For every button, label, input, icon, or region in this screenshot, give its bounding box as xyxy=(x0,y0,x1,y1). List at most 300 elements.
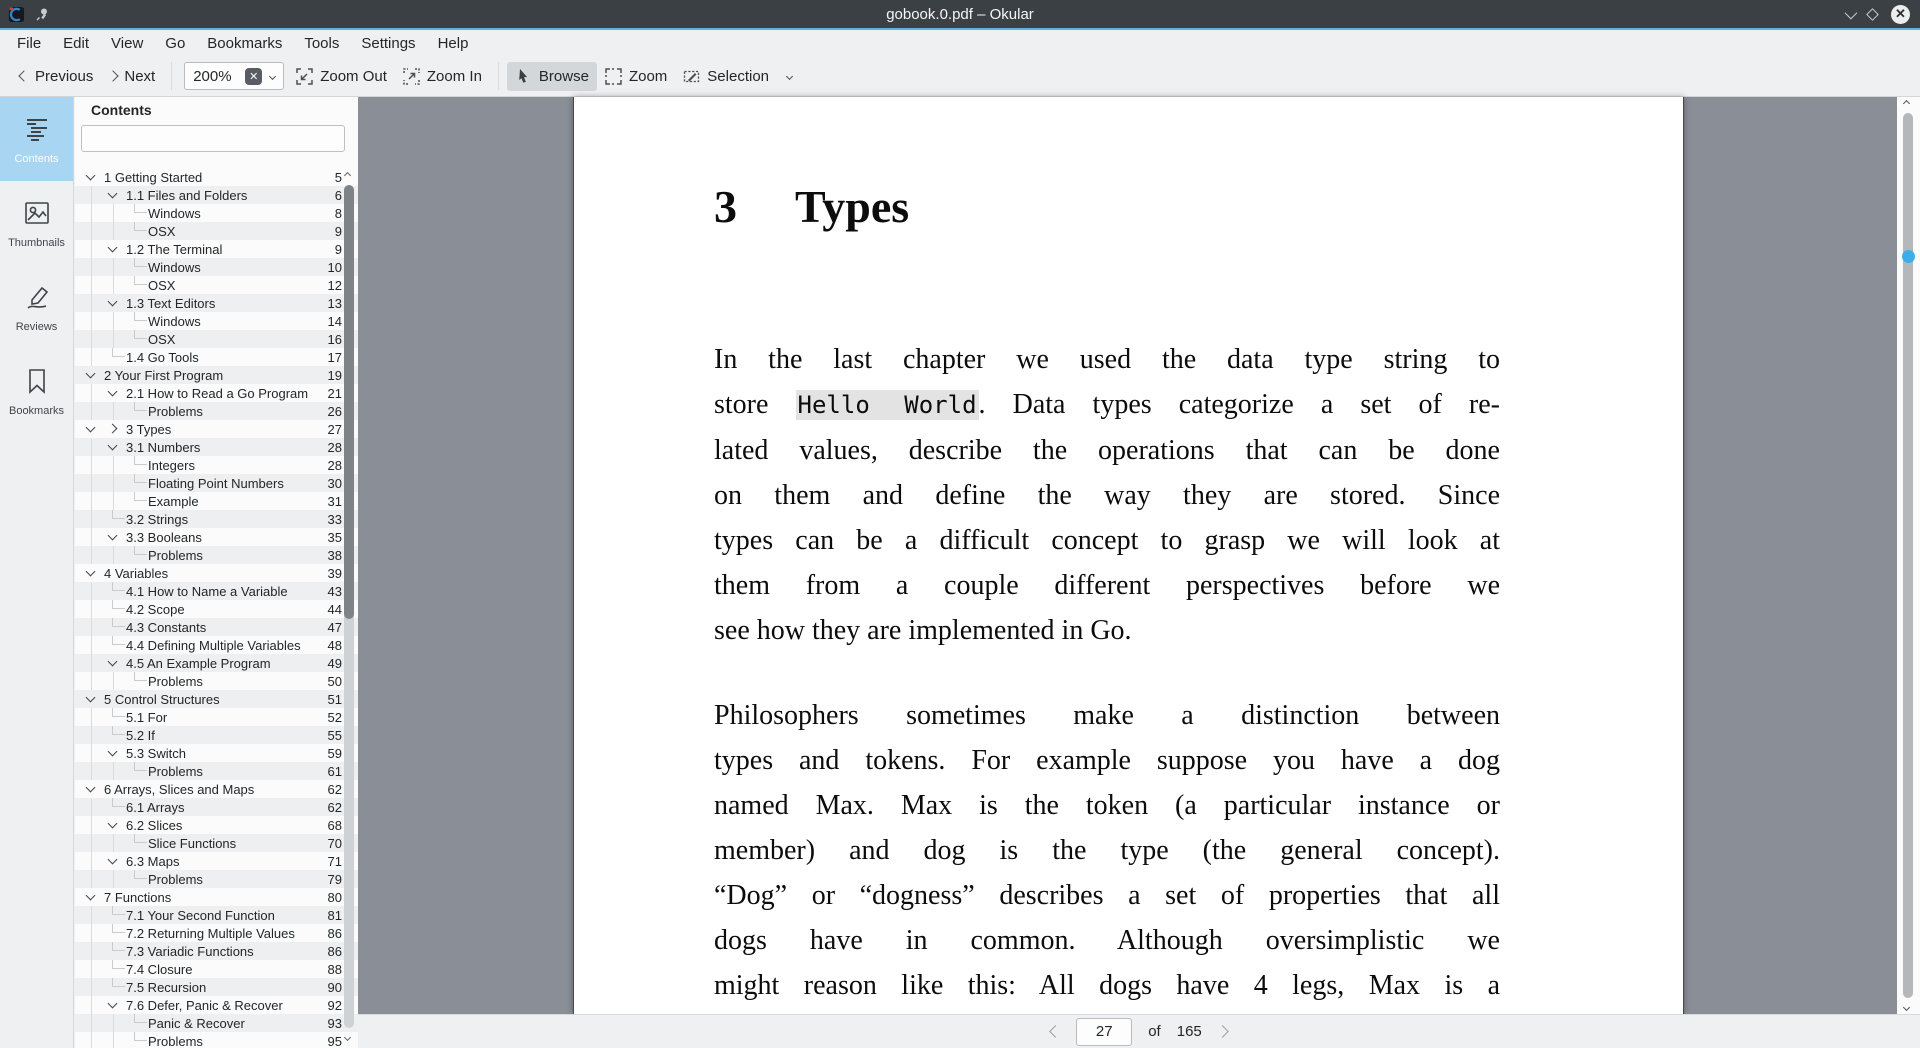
toc-entry-page-number: 86 xyxy=(327,943,342,959)
toc-entry-label: 1.3 Text Editors xyxy=(126,295,216,311)
zoom-tool-label: Zoom xyxy=(628,67,668,85)
document-scrollbar[interactable] xyxy=(1897,97,1920,1014)
previous-label: Previous xyxy=(35,67,94,85)
text-line: dogs have in common. Although oversimplistic we xyxy=(714,925,1500,956)
toc-entry-page-number: 52 xyxy=(327,709,342,725)
tree-guide-line xyxy=(113,672,114,690)
toc-entry-page-number: 79 xyxy=(327,871,342,887)
expander-chevron-down-icon[interactable] xyxy=(86,693,96,703)
toc-entry-label: 3.3 Booleans xyxy=(126,529,202,545)
chapter-title: Types xyxy=(795,181,910,232)
toc-entry-page-number: 48 xyxy=(327,637,342,653)
toc-entry-page-number: 16 xyxy=(327,331,342,347)
chapter-heading xyxy=(714,177,1500,237)
tree-guide-line xyxy=(91,384,92,402)
contents-panel-title: Contents xyxy=(91,102,152,118)
tree-corner-line xyxy=(112,978,125,987)
toc-row[interactable] xyxy=(75,906,358,924)
zoom-out-icon xyxy=(296,68,313,85)
tree-guide-line xyxy=(91,582,92,600)
toc-entry-page-number: 5 xyxy=(334,169,342,185)
toc-entry-label: 6.2 Slices xyxy=(126,817,183,833)
menu-help[interactable]: Help xyxy=(437,34,469,52)
toc-entry-label: Example xyxy=(148,493,199,509)
toc-entry-label: 7.4 Closure xyxy=(126,961,193,977)
expander-chevron-down-icon[interactable] xyxy=(108,531,118,541)
tree-guide-line xyxy=(113,204,114,222)
toc-row[interactable] xyxy=(75,564,358,582)
toc-row[interactable] xyxy=(75,222,358,240)
menu-tools[interactable]: Tools xyxy=(304,34,340,52)
chevron-right-icon xyxy=(108,70,119,81)
toc-entry-label: 3 Types xyxy=(126,421,172,437)
tree-corner-line xyxy=(134,1032,147,1041)
toc-entry-label: Problems xyxy=(148,673,203,689)
tree-corner-line xyxy=(112,960,125,969)
toc-entry-page-number: 27 xyxy=(327,421,342,437)
toc-row[interactable] xyxy=(75,690,358,708)
toc-entry-label: OSX xyxy=(148,223,176,239)
toc-entry-page-number: 14 xyxy=(327,313,342,329)
toc-row[interactable] xyxy=(75,888,358,906)
zoom-level-combobox[interactable] xyxy=(184,62,284,90)
toc-row[interactable] xyxy=(75,636,358,654)
zoom-in-button[interactable] xyxy=(395,62,490,91)
mouse-cursor-icon xyxy=(515,68,532,85)
toc-entry-label: 6.3 Maps xyxy=(126,853,180,869)
toolbar-separator xyxy=(498,62,499,90)
sidebar-item-thumbnails[interactable] xyxy=(0,181,73,265)
bookmarks-icon xyxy=(22,366,52,399)
tree-corner-line xyxy=(112,348,125,357)
toc-entry-label: 5.3 Switch xyxy=(126,745,186,761)
toc-row[interactable] xyxy=(75,744,358,762)
toc-entry-label: 7.3 Variadic Functions xyxy=(126,943,254,959)
tree-guide-line xyxy=(113,456,114,474)
toc-row[interactable] xyxy=(75,528,358,546)
toc-entry-label: Slice Functions xyxy=(148,835,237,851)
toc-row[interactable] xyxy=(75,474,358,492)
sidebar-item-label: Reviews xyxy=(15,320,58,333)
toc-row[interactable] xyxy=(75,420,358,438)
tree-corner-line xyxy=(134,762,147,771)
scroll-up-icon[interactable] xyxy=(344,172,351,179)
tree-corner-line xyxy=(134,276,147,285)
tree-corner-line xyxy=(112,600,125,609)
tree-guide-line xyxy=(91,510,92,528)
toc-row[interactable] xyxy=(75,978,358,996)
text-line: lated values, describe the operations that can be done xyxy=(714,435,1500,466)
thumbnails-icon xyxy=(22,198,52,231)
menu-bookmarks[interactable]: Bookmarks xyxy=(207,34,283,52)
toc-entry-label: Problems xyxy=(148,1033,203,1048)
toc-row[interactable] xyxy=(75,330,358,348)
tree-guide-line xyxy=(91,636,92,654)
tree-corner-line xyxy=(112,636,125,645)
toc-entry-label: 5.2 If xyxy=(126,727,155,743)
toc-row[interactable] xyxy=(75,582,358,600)
toc-entry-page-number: 61 xyxy=(327,763,342,779)
toc-row[interactable] xyxy=(75,834,358,852)
toc-row[interactable] xyxy=(75,924,358,942)
toc-entry-label: 5.1 For xyxy=(126,709,168,725)
text-line: see how they are implemented in Go. xyxy=(714,615,1132,646)
contents-panel xyxy=(75,97,358,1048)
toc-entry-label: Floating Point Numbers xyxy=(148,475,284,491)
tree-guide-line xyxy=(91,672,92,690)
toc-row[interactable] xyxy=(75,186,358,204)
toc-entry-page-number: 28 xyxy=(327,439,342,455)
tree-corner-line xyxy=(112,942,125,951)
current-location-chevron-right-icon xyxy=(108,424,118,434)
toc-row[interactable] xyxy=(75,402,358,420)
scrollbar-thumb[interactable] xyxy=(344,185,354,619)
tree-corner-line xyxy=(134,330,147,339)
tree-guide-line xyxy=(91,474,92,492)
toc-entry-page-number: 38 xyxy=(327,547,342,563)
sidebar-item-reviews[interactable] xyxy=(0,265,73,349)
tree-corner-line xyxy=(134,474,147,483)
toc-entry-page-number: 26 xyxy=(327,403,342,419)
tree-guide-line xyxy=(91,816,92,834)
tree-guide-line xyxy=(91,906,92,924)
tree-guide-line xyxy=(91,600,92,618)
selection-tool-button[interactable] xyxy=(675,62,777,91)
toc-row[interactable] xyxy=(75,510,358,528)
tree-guide-line xyxy=(113,1014,114,1032)
toc-row[interactable] xyxy=(75,546,358,564)
toc-entry-page-number: 12 xyxy=(327,277,342,293)
text-line: on them and define the way they are stored. Since xyxy=(714,480,1500,511)
text-line: types and tokens. For example suppose you have a dog xyxy=(714,745,1500,776)
tree-guide-line xyxy=(91,294,92,312)
toc-entry-page-number: 9 xyxy=(334,223,342,239)
tree-guide-line xyxy=(91,834,92,852)
toolbar-separator xyxy=(171,62,172,90)
menu-settings[interactable]: Settings xyxy=(361,34,416,52)
tree-guide-line xyxy=(91,1032,92,1048)
tree-guide-line xyxy=(91,456,92,474)
titlebar[interactable] xyxy=(0,0,1920,28)
menu-view[interactable]: View xyxy=(111,34,144,52)
toc-entry-page-number: 86 xyxy=(327,925,342,941)
tree-corner-line xyxy=(134,204,147,213)
toc-row[interactable] xyxy=(75,456,358,474)
expander-chevron-down-icon[interactable] xyxy=(108,297,118,307)
next-label: Next xyxy=(124,67,156,85)
toc-row[interactable] xyxy=(75,600,358,618)
tree-guide-line xyxy=(113,312,114,330)
browse-label: Browse xyxy=(538,67,589,85)
expander-chevron-down-icon[interactable] xyxy=(86,171,96,181)
toc-entry-page-number: 93 xyxy=(327,1015,342,1031)
tree-guide-line xyxy=(113,492,114,510)
toc-row[interactable] xyxy=(75,816,358,834)
tree-guide-line xyxy=(91,762,92,780)
toc-entry-label: 4.4 Defining Multiple Variables xyxy=(126,637,301,653)
toc-row[interactable] xyxy=(75,672,358,690)
scroll-up-icon[interactable] xyxy=(1903,100,1910,107)
toc-row[interactable] xyxy=(75,168,358,186)
expander-chevron-down-icon[interactable] xyxy=(108,243,118,253)
menu-edit[interactable]: Edit xyxy=(63,34,90,52)
expander-chevron-down-icon[interactable] xyxy=(86,891,96,901)
toc-entry-label: 7.1 Your Second Function xyxy=(126,907,275,923)
toc-entry-label: Panic & Recover xyxy=(148,1015,245,1031)
text-line: types can be a difficult concept to grasp we will look at xyxy=(714,525,1500,556)
toc-entry-label: Windows xyxy=(148,259,201,275)
zoom-out-label: Zoom Out xyxy=(320,67,387,85)
expander-chevron-down-icon[interactable] xyxy=(86,783,96,793)
maximize-button[interactable] xyxy=(1866,8,1879,21)
toc-entry-page-number: 9 xyxy=(334,241,342,257)
document-view[interactable] xyxy=(358,97,1920,1014)
toc-entry-label: Problems xyxy=(148,403,203,419)
expander-chevron-down-icon[interactable] xyxy=(108,441,118,451)
toc-entry-page-number: 49 xyxy=(327,655,342,671)
toc-entry-page-number: 39 xyxy=(327,565,342,581)
contents-scrollbar[interactable] xyxy=(343,171,355,1042)
tree-corner-line xyxy=(112,924,125,933)
toc-row[interactable] xyxy=(75,240,358,258)
tree-guide-line xyxy=(91,726,92,744)
tree-guide-line xyxy=(91,1014,92,1032)
toc-row[interactable] xyxy=(75,870,358,888)
tree-corner-line xyxy=(134,456,147,465)
sidebar-item-contents[interactable] xyxy=(0,97,73,181)
tree-guide-line xyxy=(91,330,92,348)
tree-guide-line xyxy=(91,240,92,258)
toc-row[interactable] xyxy=(75,348,358,366)
tree-guide-line xyxy=(91,852,92,870)
of-label: of xyxy=(1148,1023,1161,1040)
toc-row[interactable] xyxy=(75,294,358,312)
toc-entry-page-number: 50 xyxy=(327,673,342,689)
close-button[interactable]: ✕ xyxy=(1891,5,1910,24)
expander-chevron-down-icon[interactable] xyxy=(108,999,118,1009)
next-button[interactable] xyxy=(101,62,163,91)
selection-icon xyxy=(683,68,700,85)
tree-corner-line xyxy=(112,798,125,807)
tree-corner-line xyxy=(134,672,147,681)
toc-entry-label: 7.6 Defer, Panic & Recover xyxy=(126,997,283,1013)
toolbar-overflow-chevron-icon[interactable] xyxy=(786,72,793,79)
toc-row[interactable] xyxy=(75,726,358,744)
tree-guide-line xyxy=(91,960,92,978)
toc-entry-label: 2.1 How to Read a Go Program xyxy=(126,385,309,401)
toc-entry-page-number: 19 xyxy=(327,367,342,383)
toc-row[interactable] xyxy=(75,312,358,330)
expander-chevron-down-icon[interactable] xyxy=(108,387,118,397)
current-page-input[interactable] xyxy=(1076,1018,1132,1046)
zoom-level-value: 200% xyxy=(193,67,232,85)
toc-entry-label: 5 Control Structures xyxy=(104,691,220,707)
paragraph xyxy=(714,693,1500,1014)
toc-row[interactable] xyxy=(75,654,358,672)
toc-entry-page-number: 88 xyxy=(327,961,342,977)
previous-page-icon[interactable] xyxy=(1049,1025,1062,1038)
toolbar xyxy=(0,56,1920,97)
toc-entry-page-number: 6 xyxy=(334,187,342,203)
tree-corner-line xyxy=(112,708,125,717)
toc-entry-label: 7 Functions xyxy=(104,889,172,905)
minimize-button[interactable] xyxy=(1845,6,1858,19)
menu-go[interactable]: Go xyxy=(165,34,186,52)
tree-guide-line xyxy=(91,942,92,960)
tree-guide-line xyxy=(91,546,92,564)
toc-entry-page-number: 55 xyxy=(327,727,342,743)
text-line: named Max. Max is the token (a particular instance or xyxy=(714,790,1500,821)
tree-corner-line xyxy=(134,258,147,267)
clear-icon[interactable]: ✕ xyxy=(245,68,262,85)
document-paragraphs xyxy=(714,337,1500,1014)
text-line: might reason like this: All dogs have 4 legs, Max is a xyxy=(714,970,1500,1001)
menu-file[interactable]: File xyxy=(17,34,42,52)
total-pages: 165 xyxy=(1176,1023,1202,1040)
chevron-left-icon xyxy=(18,70,29,81)
toc-row[interactable] xyxy=(75,366,358,384)
toc-row[interactable] xyxy=(75,780,358,798)
text-line: them from a couple different perspectives before we xyxy=(714,570,1500,601)
menu-bar xyxy=(0,30,1920,56)
tree-guide-line xyxy=(113,762,114,780)
tree-guide-line xyxy=(91,528,92,546)
tree-guide-line xyxy=(91,186,92,204)
text-line: “Dog” or “dogness” describes a set of properties that all xyxy=(714,880,1500,911)
tree-guide-line xyxy=(113,1032,114,1048)
toc-row[interactable] xyxy=(75,1014,358,1032)
toc-entry-page-number: 28 xyxy=(327,457,342,473)
tree-corner-line xyxy=(134,870,147,879)
tree-guide-line xyxy=(113,402,114,420)
browse-tool-button[interactable] xyxy=(507,62,597,91)
tree-guide-line xyxy=(91,492,92,510)
toc-entry-label: 4 Variables xyxy=(104,565,169,581)
expander-chevron-down-icon[interactable] xyxy=(108,819,118,829)
contents-icon xyxy=(22,114,52,147)
tree-guide-line xyxy=(91,618,92,636)
tree-guide-line xyxy=(91,870,92,888)
toc-entry-page-number: 44 xyxy=(327,601,342,617)
page-navigation-bar xyxy=(358,1014,1920,1048)
contents-tree xyxy=(75,168,358,1048)
tree-guide-line xyxy=(91,438,92,456)
toc-entry-page-number: 80 xyxy=(327,889,342,905)
zoom-in-label: Zoom In xyxy=(426,67,482,85)
toc-row[interactable] xyxy=(75,618,358,636)
toc-row[interactable] xyxy=(75,492,358,510)
toc-entry-page-number: 68 xyxy=(327,817,342,833)
toc-row[interactable] xyxy=(75,762,358,780)
tree-guide-line xyxy=(91,978,92,996)
zoom-out-button[interactable] xyxy=(288,62,395,91)
toc-row[interactable] xyxy=(75,852,358,870)
toc-entry-label: 3.2 Strings xyxy=(126,511,189,527)
toc-entry-page-number: 92 xyxy=(327,997,342,1013)
tree-guide-line xyxy=(113,834,114,852)
expander-chevron-down-icon[interactable] xyxy=(86,369,96,379)
tree-guide-line xyxy=(113,870,114,888)
contents-search-input[interactable] xyxy=(81,125,345,152)
scrollbar-track[interactable] xyxy=(1903,113,1913,998)
expander-chevron-down-icon[interactable] xyxy=(86,423,96,433)
sidebar-item-label: Thumbnails xyxy=(8,236,65,249)
toc-entry-label: 7.2 Returning Multiple Values xyxy=(126,925,295,941)
scroll-down-icon[interactable] xyxy=(344,1034,351,1041)
toc-entry-label: 6 Arrays, Slices and Maps xyxy=(104,781,255,797)
toc-entry-label: 4.2 Scope xyxy=(126,601,185,617)
tree-guide-line xyxy=(91,204,92,222)
toc-entry-label: 4.3 Constants xyxy=(126,619,207,635)
sidebar-item-bookmarks[interactable] xyxy=(0,349,73,433)
sidebar-item-label: Bookmarks xyxy=(8,404,65,417)
paragraph xyxy=(714,337,1500,653)
toc-entry-page-number: 90 xyxy=(327,979,342,995)
toc-entry-label: 6.1 Arrays xyxy=(126,799,185,815)
toc-row[interactable] xyxy=(75,384,358,402)
tree-guide-line xyxy=(91,744,92,762)
toc-row[interactable] xyxy=(75,276,358,294)
toc-row[interactable] xyxy=(75,708,358,726)
scroll-down-icon[interactable] xyxy=(1903,1004,1910,1011)
toc-entry-page-number: 10 xyxy=(327,259,342,275)
expander-chevron-down-icon[interactable] xyxy=(108,855,118,865)
toc-entry-label: 2 Your First Program xyxy=(104,367,224,383)
toc-entry-page-number: 47 xyxy=(327,619,342,635)
expander-chevron-down-icon[interactable] xyxy=(108,747,118,757)
tree-guide-line xyxy=(91,276,92,294)
reviews-icon xyxy=(22,282,52,315)
zoom-in-icon xyxy=(403,68,420,85)
toc-row[interactable] xyxy=(75,1032,358,1048)
tree-corner-line xyxy=(134,222,147,231)
toc-entry-label: 1 Getting Started xyxy=(104,169,203,185)
expander-chevron-down-icon[interactable] xyxy=(108,189,118,199)
pdf-page[interactable] xyxy=(573,97,1684,1014)
tree-corner-line xyxy=(134,492,147,501)
tree-guide-line xyxy=(91,402,92,420)
tree-corner-line xyxy=(134,402,147,411)
tree-guide-line xyxy=(113,276,114,294)
expander-chevron-down-icon[interactable] xyxy=(86,567,96,577)
toc-entry-label: 4.5 An Example Program xyxy=(126,655,271,671)
toc-row[interactable] xyxy=(75,438,358,456)
toc-row[interactable] xyxy=(75,942,358,960)
scrollbar-thumb[interactable] xyxy=(1902,250,1915,263)
sidebar-item-label: Contents xyxy=(14,152,59,165)
toc-entry-label: 1.1 Files and Folders xyxy=(126,187,248,203)
toc-row[interactable] xyxy=(75,798,358,816)
toc-row[interactable] xyxy=(75,204,358,222)
tree-corner-line xyxy=(134,1014,147,1023)
toc-row[interactable] xyxy=(75,960,358,978)
pdf-page-content xyxy=(574,97,1683,1014)
tree-corner-line xyxy=(112,906,125,915)
tree-corner-line xyxy=(134,546,147,555)
toc-entry-label: Problems xyxy=(148,763,203,779)
tree-corner-line xyxy=(112,510,125,519)
toc-entry-label: Problems xyxy=(148,871,203,887)
toc-row[interactable] xyxy=(75,996,358,1014)
toc-row[interactable] xyxy=(75,258,358,276)
toc-entry-page-number: 31 xyxy=(327,493,342,509)
toc-entry-page-number: 70 xyxy=(327,835,342,851)
toc-entry-page-number: 62 xyxy=(327,781,342,797)
zoom-tool-button[interactable] xyxy=(597,62,675,91)
expander-chevron-down-icon[interactable] xyxy=(108,657,118,667)
previous-button[interactable] xyxy=(12,62,101,91)
next-page-icon[interactable] xyxy=(1216,1025,1229,1038)
